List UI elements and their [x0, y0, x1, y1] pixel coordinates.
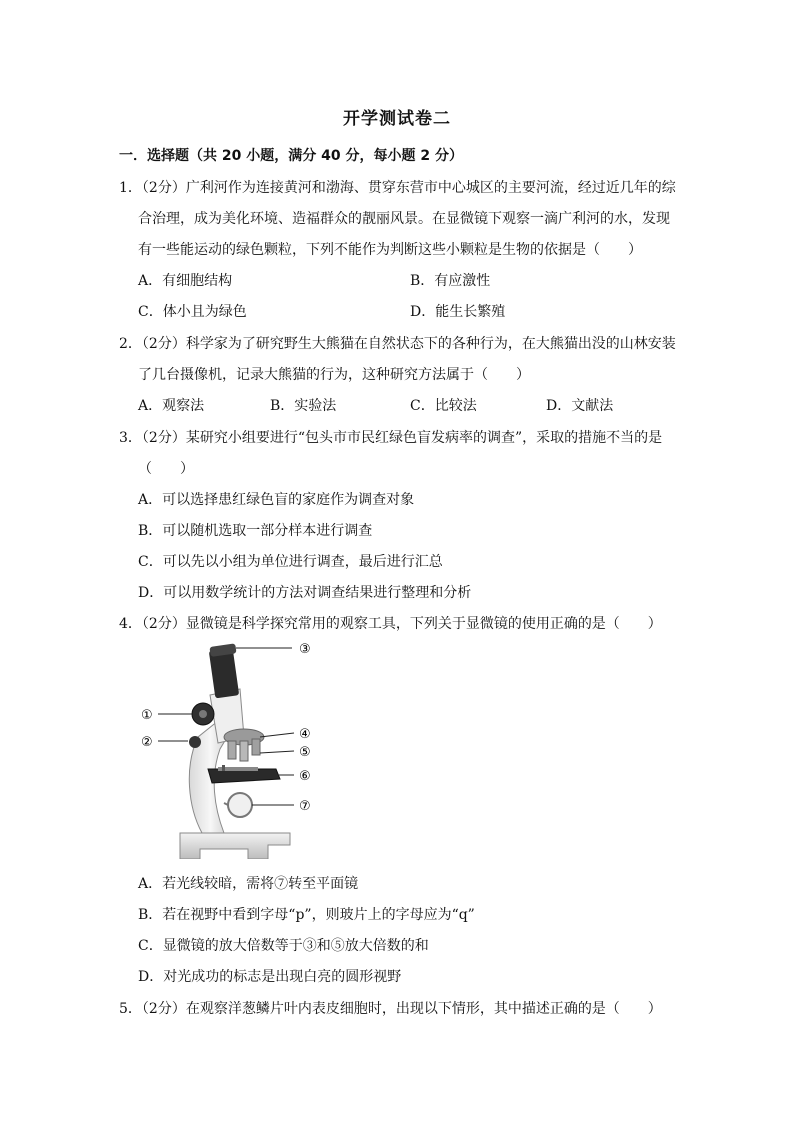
question-2-line-2: 了几台摄像机，记录大熊猫的行为，这种研究方法属于（ ） — [138, 367, 530, 383]
question-4-line-1: 4．（2分）显微镜是科学探究常用的观察工具，下列关于显微镜的使用正确的是（ ） — [119, 616, 662, 632]
question-2-option-b[interactable]: B．实验法 — [270, 398, 337, 414]
question-3-option-b[interactable]: B．可以随机选取一部分样本进行调查 — [138, 523, 373, 539]
question-1-option-a[interactable]: A．有细胞结构 — [138, 273, 233, 289]
question-2-option-c[interactable]: C．比较法 — [410, 398, 477, 414]
question-2-line-1: 2．（2分）科学家为了研究野生大熊猫在自然状态下的各种行为，在大熊猫出没的山林安装 — [119, 336, 676, 352]
question-1-line-2: 合治理，成为美化环境、造福群众的靓丽风景。在显微镜下观察一滴广利河的水，发现 — [138, 211, 670, 227]
label-6: ⑥ — [299, 769, 311, 784]
label-7: ⑦ — [299, 799, 311, 814]
label-4: ④ — [299, 727, 311, 742]
section-heading: 一．选择题（共 20 小题，满分 40 分，每小题 2 分） — [119, 148, 463, 164]
question-4-option-a[interactable]: A．若光线较暗，需将⑦转至平面镜 — [138, 876, 359, 892]
label-5: ⑤ — [299, 745, 311, 760]
question-3-option-d[interactable]: D．可以用数学统计的方法对调查结果进行整理和分析 — [138, 585, 472, 601]
question-3-line-1: 3．（2分）某研究小组要进行“包头市市民红绿色盲发病率的调查”，采取的措施不当的是 — [119, 430, 663, 446]
question-3-option-a[interactable]: A．可以选择患红绿色盲的家庭作为调查对象 — [138, 492, 415, 508]
question-1-option-b[interactable]: B．有应激性 — [410, 273, 491, 289]
label-3: ③ — [299, 642, 311, 657]
question-1-option-c[interactable]: C．体小且为绿色 — [138, 304, 247, 320]
question-4-option-b[interactable]: B．若在视野中看到字母“p”，则玻片上的字母应为“q” — [138, 907, 475, 923]
label-2: ② — [141, 735, 153, 750]
question-4-option-d[interactable]: D．对光成功的标志是出现白亮的圆形视野 — [138, 969, 402, 985]
microscope-figure — [140, 637, 330, 859]
question-1-line-1: 1．（2分）广利河作为连接黄河和渤海、贯穿东营市中心城区的主要河流，经过近几年的综 — [119, 180, 676, 196]
label-1: ① — [141, 708, 153, 723]
question-1-option-d[interactable]: D．能生长繁殖 — [410, 304, 506, 320]
question-1-line-3: 有一些能运动的绿色颗粒，下列不能作为判断这些小颗粒是生物的依据是（ ） — [138, 242, 642, 258]
question-5-line-1: 5．（2分）在观察洋葱鳞片叶内表皮细胞时，出现以下情形，其中描述正确的是（ ） — [119, 1001, 662, 1017]
page-title: 开学测试卷二 — [343, 109, 451, 129]
question-3-option-c[interactable]: C．可以先以小组为单位进行调查，最后进行汇总 — [138, 554, 443, 570]
question-2-option-a[interactable]: A．观察法 — [138, 398, 205, 414]
question-3-line-2: （ ） — [138, 461, 194, 477]
microscope-diagram — [140, 637, 330, 859]
question-2-option-d[interactable]: D．文献法 — [546, 398, 614, 414]
question-4-option-c[interactable]: C．显微镜的放大倍数等于③和⑤放大倍数的和 — [138, 938, 429, 954]
